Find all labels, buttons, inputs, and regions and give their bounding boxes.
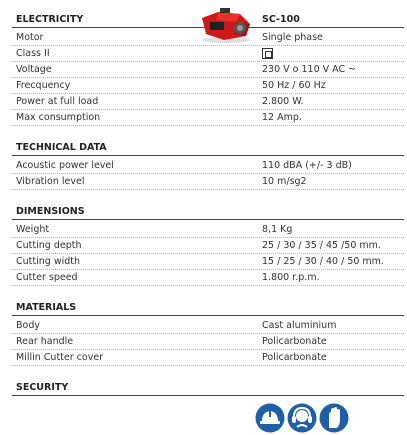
class-ii-icon bbox=[262, 48, 273, 59]
section-header-technical bbox=[12, 140, 404, 156]
spec-label: Millin Cutter cover bbox=[16, 352, 104, 363]
spec-label: Cutter speed bbox=[16, 272, 78, 283]
spec-value: 8,1 Kg bbox=[262, 224, 293, 235]
safety-icons bbox=[255, 403, 349, 433]
spec-label: Max consumption bbox=[16, 112, 101, 123]
spec-label: Motor bbox=[16, 32, 44, 43]
spec-label: Cutting depth bbox=[16, 240, 82, 251]
spec-row bbox=[12, 62, 404, 78]
section-title: ELECTRICITY bbox=[16, 14, 84, 25]
spec-value: Policarbonate bbox=[262, 352, 327, 363]
model-name: SC-100 bbox=[262, 14, 300, 25]
spec-row bbox=[12, 238, 404, 254]
spec-row bbox=[12, 94, 404, 110]
spec-label: Voltage bbox=[16, 64, 52, 75]
spec-label: Class II bbox=[16, 48, 50, 59]
spec-label: Cutting width bbox=[16, 256, 80, 267]
spec-label: Frecquency bbox=[16, 80, 71, 91]
spec-row bbox=[12, 318, 404, 334]
spec-value: 15 / 25 / 30 / 40 / 50 mm. bbox=[262, 256, 384, 267]
spec-value: 2.800 W. bbox=[262, 96, 304, 107]
spec-value bbox=[262, 48, 404, 59]
section-header-security bbox=[12, 380, 404, 396]
hard-hat-icon bbox=[255, 403, 285, 433]
spec-value: Policarbonate bbox=[262, 336, 327, 347]
section-title: DIMENSIONS bbox=[16, 206, 85, 217]
spec-label: Acoustic power level bbox=[16, 160, 114, 171]
section-header-dimensions bbox=[12, 204, 404, 220]
section-title: MATERIALS bbox=[16, 302, 77, 313]
section-header-materials bbox=[12, 300, 404, 316]
spec-row bbox=[12, 174, 404, 190]
spec-row bbox=[12, 254, 404, 270]
spec-value: 230 V o 110 V AC ~ bbox=[262, 64, 357, 75]
spec-value: 110 dBA (+/- 3 dB) bbox=[262, 160, 352, 171]
spec-value: 25 / 30 / 35 / 45 /50 mm. bbox=[262, 240, 381, 251]
spec-label: Power at full load bbox=[16, 96, 99, 107]
spec-row bbox=[12, 46, 404, 62]
spec-label: Vibration level bbox=[16, 176, 85, 187]
spec-row bbox=[12, 222, 404, 238]
spec-value: Single phase bbox=[262, 32, 323, 43]
spec-row bbox=[12, 350, 404, 366]
spec-value: 50 Hz / 60 Hz bbox=[262, 80, 326, 91]
spec-row bbox=[12, 270, 404, 286]
spec-row bbox=[12, 158, 404, 174]
section-title: TECHNICAL DATA bbox=[16, 142, 107, 153]
spec-row bbox=[12, 334, 404, 350]
spec-label: Body bbox=[16, 320, 40, 331]
spec-row bbox=[12, 30, 404, 46]
spec-value: 12 Amp. bbox=[262, 112, 302, 123]
safety-gloves-icon bbox=[319, 403, 349, 433]
spec-value: 1.800 r.p.m. bbox=[262, 272, 320, 283]
spec-value: Cast aluminium bbox=[262, 320, 337, 331]
spec-label: Weight bbox=[16, 224, 50, 235]
spec-value: 10 m/sg2 bbox=[262, 176, 307, 187]
spec-row bbox=[12, 110, 404, 126]
spec-label: Rear handle bbox=[16, 336, 74, 347]
spec-row bbox=[12, 78, 404, 94]
ear-protection-icon bbox=[287, 403, 317, 433]
section-title: SECURITY bbox=[16, 382, 69, 393]
